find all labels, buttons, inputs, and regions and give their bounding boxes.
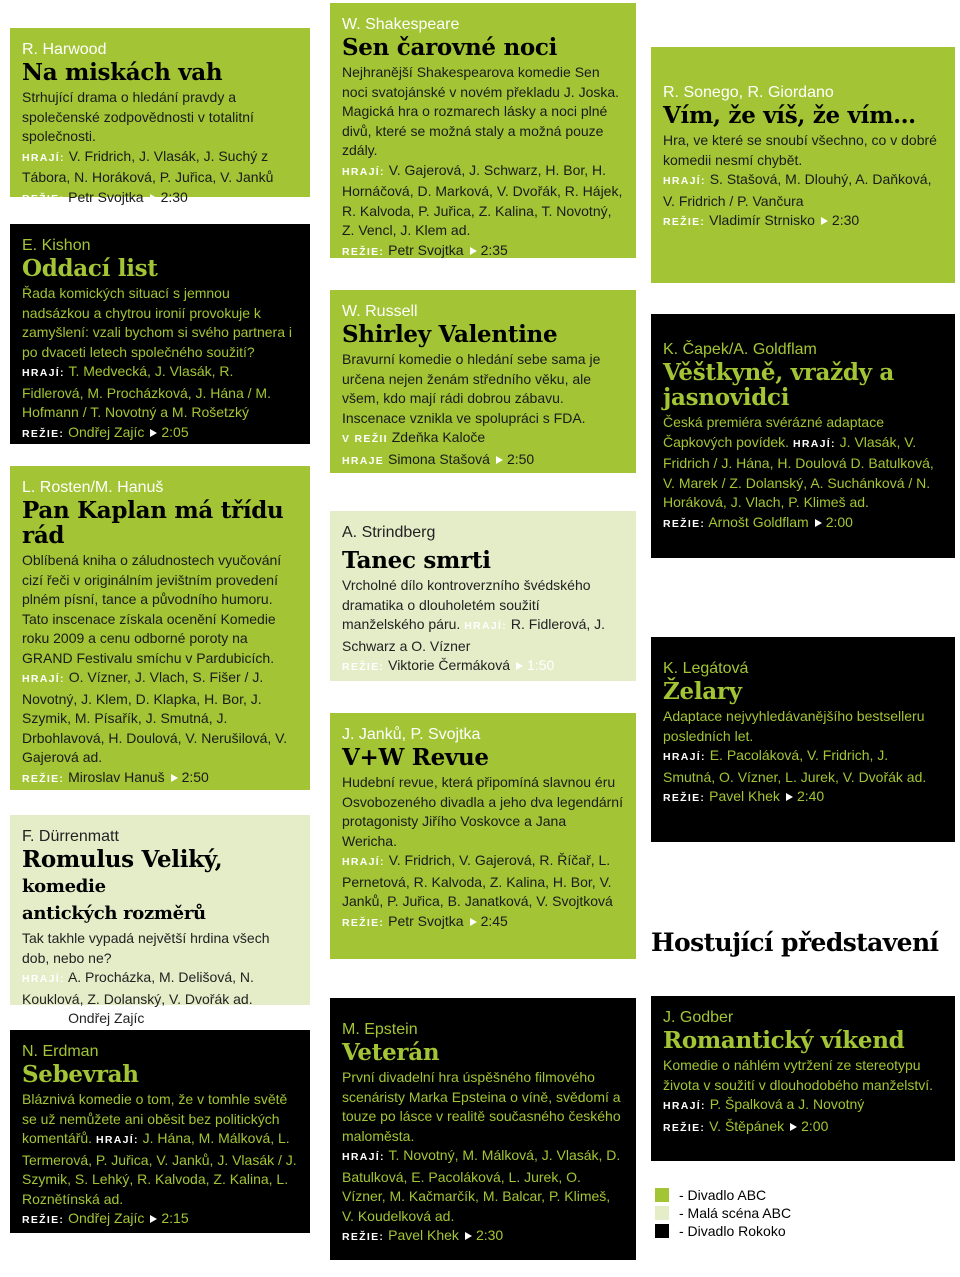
play-title: Sen čarovné noci [342,34,558,61]
director-label: REŽIE: [22,427,65,440]
director-label: REŽIE: [22,1014,65,1026]
legend-label: - Divadlo Rokoko [679,1223,786,1239]
title-sub: komedie [22,876,106,897]
play-triangle-icon [150,1215,157,1223]
description: Česká premiéra svérázné adaptace Čapkových povídek. [663,414,885,450]
play-body [22,88,298,209]
cast-label: HRAJÍ: [342,1151,385,1163]
author: N. Erdman [22,1043,99,1060]
cast-label: HRAJE [342,454,385,467]
play-body [663,1056,943,1138]
play-title: Sebevrah [22,1061,139,1088]
director: Pavel Khek [388,1227,459,1243]
card-romulus-veliky [10,815,310,1026]
duration: 2:50 [181,768,209,785]
description: Bláznivá komedie o tom, že v tomhle světě se už nemůžete ani oběsit bez politických komentářů. [22,1091,288,1146]
play-body [342,576,624,678]
play-title: Pan Kaplan má třídu rád [22,497,284,549]
cast: A. Procházka, M. Delišová, N. Kouklová, Z. Dolanský, V. Dvořák ad. [22,969,254,1007]
guest-performances-heading: Hostující představení [651,928,939,957]
duration: 2:00 [801,1117,829,1134]
director: Ondřej Zajíc [68,1010,145,1026]
legend-label: - Divadlo ABC [679,1187,767,1203]
description: Řada komických situací s jemnou nadsázkou a chytrou ironií provokuje k zamyšlení: vzali bychom si svého partnera i po dvaceti letech společného soužití? [22,285,292,360]
play-triangle-icon [496,456,503,464]
cast: E. Pacoláková, V. Fridrich, J. Smutná, O. Vízner, L. Jurek, V. Dvořák ad. [663,747,927,785]
title-line2: antických rozměrů [22,903,206,924]
duration: 2:00 [825,513,853,530]
director: Petr Svojtka [388,241,464,258]
director-label: V REŽII [342,433,388,445]
author: M. Epstein [342,1021,418,1038]
description: Strhující drama o hledání pravdy a společenské zodpovědnosti v totalitní společnosti. [22,89,254,144]
card-pan-kaplan [10,466,310,790]
legend-label: - Malá scéna ABC [679,1205,792,1221]
legend-item-rokoko [655,1222,791,1240]
description: Adaptace nejvyhledávanějšího bestselleru posledních let. [663,708,925,744]
director-label: REŽIE: [663,1121,706,1134]
director: V. Štěpánek [709,1117,785,1134]
author: R. Harwood [22,41,107,58]
card-veteran [330,998,636,1260]
cast-label: HRAJÍ: [342,856,385,868]
cast-label: HRAJÍ: [342,165,385,178]
duration: 2:05 [161,423,189,440]
play-title: Oddací list [22,255,158,282]
card-sen-carovne-noci [330,3,636,258]
card-vestkyne [651,314,955,558]
director-label: REŽIE: [663,517,706,530]
play-body [22,551,298,789]
cast-label: HRAJÍ: [22,973,65,985]
card-shirley-valentine [330,290,636,473]
description: Hudební revue, která připomíná slavnou éru Osvobozeného divadla a jeho dva legendární protagonisty Jiřího Voskovce a Jana Wericha. [342,774,623,849]
director-label: REŽIE: [22,1214,65,1226]
author: L. Rosten/M. Hanuš [22,479,164,496]
play-triangle-icon [516,662,523,670]
cast: P. Špalková a J. Novotný [709,1096,865,1112]
author: W. Shakespeare [342,16,460,33]
author: W. Russell [342,303,418,320]
title-main: Romulus Veliký, [22,846,223,873]
play-title: V+W Revue [342,744,489,771]
director: Vladimír Strnisko [709,212,815,228]
swatch-pale-icon [655,1206,669,1220]
play-title: Romantický víkend [663,1027,905,1054]
author: A. Strindberg [342,524,436,541]
card-zelary [651,637,955,842]
author: K. Čapek/A. Goldflam [663,341,817,358]
play-body [342,63,624,262]
cast: S. Stašová, M. Dlouhý, A. Daňková, V. Fridrich / P. Vančura [663,171,932,209]
author: J. Godber [663,1009,734,1026]
play-triangle-icon [171,774,178,782]
director: Viktorie Čermáková [388,657,511,673]
director-label: REŽIE: [663,216,706,228]
director-label: REŽIE: [342,245,385,258]
play-title: Vím, že víš, že vím… [663,102,916,129]
play-title: Na miskách vah [22,59,223,86]
director: Petr Svojtka [388,912,464,929]
play-triangle-icon [150,429,157,437]
description: Bravurní komedie o hledání sebe sama je určena nejen ženám středního věku, ale všem, kdo mají rádi dobrou zábavu. Inscenace vznikla ve spolupráci s FDA. [342,351,601,426]
duration: 2:40 [796,788,825,804]
director: Ondřej Zajíc [68,1210,145,1226]
card-tanec-smrti [330,511,636,681]
cast-label: HRAJÍ: [663,751,706,763]
duration: 2:20 [161,1010,189,1026]
play-title: Veterán [342,1039,440,1066]
duration: 1:50 [527,657,555,673]
description: První divadelní hra úspěšného filmového scenáristy Marka Epsteina o víně, svědomí a touze po lásce v realitě současného českého maloměsta. [342,1069,621,1144]
cast-label: HRAJÍ: [95,1134,139,1146]
description: Komedie o náhlém vytržení ze stereotypu života v soužití v dlouhodobého manželství. [663,1057,934,1093]
cast: V. Fridrich, J. Vlasák, J. Suchý z Tábora, N. Horáková, P. Juřica, V. Janků [22,147,274,185]
play-triangle-icon [786,793,793,801]
duration: 2:30 [475,1227,504,1243]
director: Miroslav Hanuš [68,768,165,785]
cast-label: HRAJÍ: [464,620,507,632]
play-triangle-icon [470,247,477,255]
description: Hra, ve které se snoubí všechno, co v dobré komedii nesmí chybět. [663,132,937,168]
play-body [663,131,943,233]
description: Tak takhle vypadá největší hrdina všech dob, nebo ne? [22,930,270,966]
director: Ondřej Zajíc [68,423,145,440]
card-na-miskach-vah [10,28,310,205]
description: Nejhranější Shakespearova komedie Sen noci svatojánské v novém překladu J. Joska. Magická hra o rozmarech lásky a noci plné divů, které se možná staly a možná pouze zdály. [342,64,620,158]
play-title [22,847,298,926]
play-body [22,929,298,1031]
duration: 2:45 [480,912,508,929]
cast: V. Fridrich, V. Gajerová, R. Říčař, L. Pernetová, R. Kalvoda, Z. Kalina, H. Bor, V. Janků, P. Juřica, B. Janatková, V. Svojtková [342,852,613,909]
play-body [342,1068,624,1248]
play-body [22,1090,298,1231]
duration: 2:35 [480,241,508,258]
venue-legend [655,1186,791,1240]
play-body [22,284,298,444]
card-oddaci-list [10,224,310,444]
duration: 2:15 [161,1210,189,1226]
play-title: Věštkyně, vraždy a jasnovidci [663,359,895,411]
card-romanticky-vikend [651,996,955,1161]
director-label: REŽIE: [342,916,385,929]
play-triangle-icon [790,1123,797,1131]
director: Petr Svojtka [68,188,144,205]
cast: J. Vlasák, V. Fridrich / J. Hána, H. Doulová D. Batulková, V. Marek / Z. Dolanský, A. Suchánková / N. Horáková, J. Vlach, P. Klimeš ad. [663,433,934,510]
card-sebevrah [10,1030,310,1233]
author: F. Dürrenmatt [22,828,119,845]
play-body [663,707,943,809]
play-body [342,773,624,933]
director: Pavel Khek [709,788,780,804]
cast: O. Vízner, J. Vlach, S. Fišer / J. Novotný, J. Klem, D. Klapka, H. Bor, J. Szymik, M. Písařík, J. Smutná, J. Drbohlavová, H. Doulová, V. Nerušilová, V. Gajerová ad. [22,669,288,765]
play-body [663,413,943,534]
director-label: REŽIE: [22,192,65,205]
director-label: REŽIE: [22,772,65,785]
director: Arnošt Goldflam [708,513,809,530]
description: Oblíbená kniha o záludnostech vyučování cizí řeči v originálním jevištním provedení plném písní, tance a původního humoru. Tato inscenace získala ocenění Komedie roku 2009 a cenu odborné poroty na GRAND Festivalu smíchu v Pardubicích. [22,552,282,666]
legend-item-mala-scena [655,1204,791,1222]
cast: R. Fidlerová, J. Schwarz a O. Vízner [342,616,606,654]
director-label: REŽIE: [663,792,706,804]
swatch-black-icon [655,1224,669,1238]
card-vim-ze-vis [651,47,955,283]
cast-label: HRAJÍ: [792,437,836,450]
play-title: Tanec smrti [342,547,491,574]
cast: V. Gajerová, J. Schwarz, H. Bor, H. Hornáčová, D. Marková, V. Dvořák, R. Hájek, R. Kalvoda, P. Juřica, Z. Kalina, T. Novotný, Z. Vencl, J. Klem ad. [342,161,623,238]
author: E. Kishon [22,237,91,254]
play-body [342,350,624,471]
play-triangle-icon [150,194,157,202]
legend-item-abc [655,1186,791,1204]
author: K. Legátová [663,660,749,677]
card-vw-revue [330,713,636,959]
cast: T. Medvecká, J. Vlasák, R. Fidlerová, M. Procházková, J. Hána / M. Hofmann / T. Novotný a M. Rošetzký [22,363,271,420]
cast-label: HRAJÍ: [22,151,65,164]
cast-label: HRAJÍ: [663,175,706,187]
play-triangle-icon [470,918,477,926]
play-triangle-icon [150,1015,157,1023]
duration: 2:30 [160,188,188,205]
cast-label: HRAJÍ: [663,1100,706,1112]
cast-label: HRAJÍ: [22,673,65,685]
cast: J. Hána, M. Málková, L. Termerová, P. Juřica, V. Janků, J. Vlasák / J. Szymik, S. Lehký, R. Kalvoda, Z. Kalina, L. Roznětínská ad. [22,1130,297,1207]
cast: Simona Stašová [387,450,490,467]
play-title: Shirley Valentine [342,321,558,348]
author: J. Janků, P. Svojtka [342,726,481,743]
duration: 2:30 [831,212,860,228]
duration: 2:50 [506,450,535,467]
director: Zdeňka Kaloče [391,429,486,445]
play-triangle-icon [821,217,828,225]
swatch-green-icon [655,1188,669,1202]
author: R. Sonego, R. Giordano [663,84,834,101]
director-label: REŽIE: [342,661,385,673]
play-title: Želary [663,678,742,705]
cast-label: HRAJÍ: [22,367,65,379]
director-label: REŽIE: [342,1231,385,1243]
description: Vrcholné dílo kontroverzního švédského dramatika o dlouholetém soužití manželského páru. [342,577,591,632]
play-triangle-icon [815,519,822,527]
cast: T. Novotný, M. Málková, J. Vlasák, D. Batulková, E. Pacoláková, L. Jurek, O. Vízner, M. Kačmarčík, M. Balcar, P. Klimeš, V. Koudelková ad. [342,1147,621,1224]
play-triangle-icon [465,1232,472,1240]
